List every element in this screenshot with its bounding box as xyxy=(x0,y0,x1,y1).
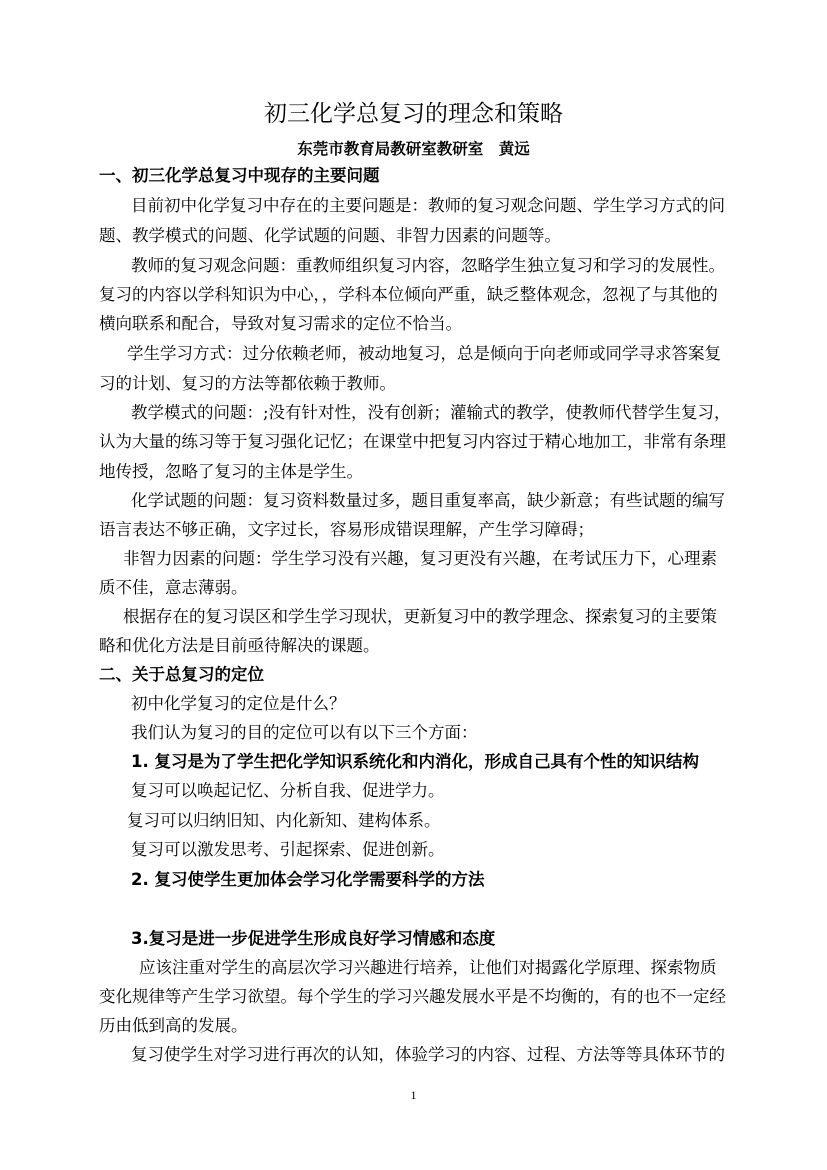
paragraph-line: 语言表达不够正确，文字过长，容易形成错误理解，产生学习障碍； xyxy=(99,520,594,539)
paragraph-line: 非智力因素的问题：学生学习没有兴趣，复习更没有兴趣，在考试压力下，心理素 xyxy=(123,549,717,568)
paragraph-line: 应该注重对学生的高层次学习兴趣进行培养，让他们对揭露化学原理、探索物质 xyxy=(139,958,717,977)
page-number: 1 xyxy=(410,1088,417,1102)
paragraph-line: 质不佳，意志薄弱。 xyxy=(99,578,248,597)
paragraph-line: 复习的内容以学科知识为中心，，学科本位倾向严重，缺乏整体观念，忽视了与其他的 xyxy=(99,285,718,304)
paragraph-line: 变化规律等产生学习欲望。每个学生的学习兴趣发展水平是不均衡的，有的也不一定经 xyxy=(99,987,726,1006)
paragraph-line: 横向联系和配合，导致对复习需求的定位不恰当。 xyxy=(99,314,462,333)
paragraph-line: 初中化学复习的定位是什么？ xyxy=(131,694,346,713)
paragraph-line: 复习可以归纳旧知、内化新知、建构体系。 xyxy=(127,811,441,830)
paragraph-line: 复习可以激发思考、引起探索、促进创新。 xyxy=(131,840,445,859)
paragraph-line: 认为大量的练习等于复习强化记忆；在课堂中把复习内容过于精心地加工，非常有条理 xyxy=(99,432,726,451)
paragraph-line: 地传授，忽略了复习的主体是学生。 xyxy=(99,462,363,481)
paragraph-line: 复习使学生对学习进行再次的认知，体验学习的内容、过程、方法等等具体环节的 xyxy=(131,1045,725,1064)
numbered-heading: 1. 复习是为了学生把化学知识系统化和内消化，形成自己具有个性的知识结构 xyxy=(131,752,699,771)
numbered-heading: 2. 复习使学生更加体会学习化学需要科学的方法 xyxy=(131,870,485,889)
author-line: 东莞市教育局教研室教研室 黄远 xyxy=(297,140,530,158)
paragraph-line: 根据存在的复习误区和学生学习现状，更新复习中的教学理念、探索复习的主要策 xyxy=(123,607,717,626)
section-heading: 一、初三化学总复习中现存的主要问题 xyxy=(99,166,380,185)
paragraph-line: 略和优化方法是目前亟待解决的课题。 xyxy=(99,636,380,655)
paragraph-line: 题、教学模式的问题、化学试题的问题、非智力因素的问题等。 xyxy=(99,226,561,245)
paragraph-line: 教学模式的问题：;没有针对性，没有创新；灌输式的教学，使教师代替学生复习， xyxy=(131,403,731,422)
section-heading: 二、关于总复习的定位 xyxy=(99,665,264,684)
paragraph-line: 我们认为复习的目的定位可以有以下三个方面： xyxy=(131,723,478,742)
paragraph-line: 化学试题的问题：复习资料数量过多，题目重复率高，缺少新意；有些试题的编写 xyxy=(131,491,725,510)
paragraph-line: 学生学习方式：过分依赖老师，被动地复习，总是倾向于向老师或同学寻求答案复 xyxy=(127,344,721,363)
paragraph-line: 目前初中化学复习中存在的主要问题是：教师的复习观念问题、学生学习方式的问 xyxy=(131,196,725,215)
paragraph-line: 复习可以唤起记忆、分析自我、促进学力。 xyxy=(131,781,445,800)
document-title: 初三化学总复习的理念和策略 xyxy=(264,101,563,127)
paragraph-line: 习的计划、复习的方法等都依赖于教师。 xyxy=(99,374,396,393)
paragraph-line: 教师的复习观念问题：重教师组织复习内容，忽略学生独立复习和学习的发展性。 xyxy=(131,256,725,275)
numbered-heading: 3.复习是进一步促进学生形成良好学习情感和态度 xyxy=(131,929,496,948)
paragraph-line: 历由低到高的发展。 xyxy=(99,1016,248,1035)
